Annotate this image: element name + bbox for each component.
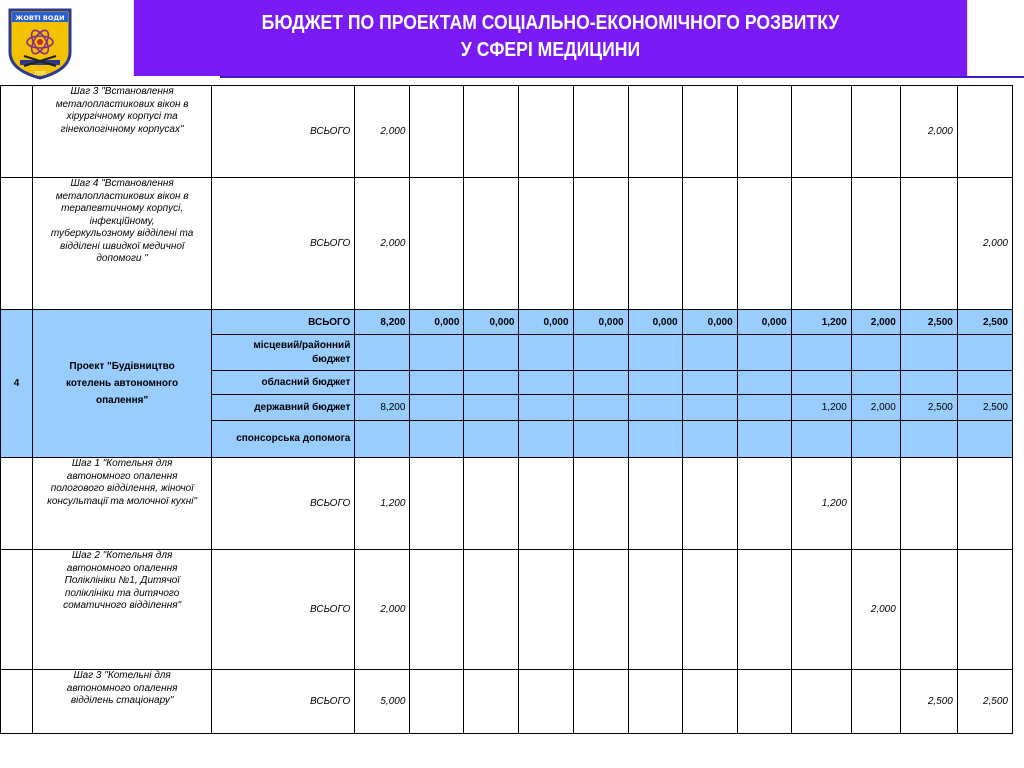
row-label: ВСЬОГО: [212, 310, 355, 335]
row-label: ВСЬОГО: [212, 86, 355, 178]
value-cell: [519, 550, 573, 670]
value-cell: [464, 458, 519, 550]
row-label: ВСЬОГО: [212, 178, 355, 310]
index-cell: [1, 86, 33, 178]
value-cell: [519, 86, 573, 178]
value-cell: [791, 670, 851, 734]
value-cell: [851, 670, 900, 734]
value-cell: [737, 458, 791, 550]
value-cell: [519, 178, 573, 310]
value-cell: [464, 86, 519, 178]
value-cell: [410, 670, 464, 734]
value-cell: 2,000: [355, 178, 410, 310]
value-cell: [628, 178, 682, 310]
value-cell: [464, 395, 519, 421]
value-cell: 1,200: [791, 458, 851, 550]
index-cell: [1, 178, 33, 310]
step-description: Шаг 2 "Котельня для автономного опалення Поліклініки №1, Дитячої поліклініки та дитячого соматичного відділення": [33, 550, 212, 670]
header-divider: [220, 76, 1024, 78]
step-description: Шаг 3 "Встановлення металопластикових вікон в хірургічному корпусі та гінекологічному корпусах": [33, 86, 212, 178]
row-label: державний бюджет: [212, 395, 355, 421]
value-cell: 8,200: [355, 310, 410, 335]
value-cell: [628, 458, 682, 550]
value-cell: 2,500: [957, 670, 1012, 734]
value-cell: [737, 86, 791, 178]
row-label: обласний бюджет: [212, 371, 355, 395]
value-cell: [519, 670, 573, 734]
table-row: [1, 550, 1013, 670]
city-coat-of-arms-logo: [6, 4, 74, 80]
value-cell: [410, 86, 464, 178]
title-line-2: У СФЕРІ МЕДИЦИНИ: [460, 39, 641, 61]
budget-table: [0, 85, 1013, 734]
value-cell: [573, 395, 628, 421]
value-cell: [900, 178, 957, 310]
value-cell: [628, 86, 682, 178]
svg-text:1895: 1895: [33, 71, 47, 77]
value-cell: [791, 550, 851, 670]
row-label: спонсорська допомога: [212, 421, 355, 458]
value-cell: 0,000: [737, 310, 791, 335]
value-cell: [519, 458, 573, 550]
value-cell: 2,000: [355, 86, 410, 178]
value-cell: 2,000: [355, 550, 410, 670]
value-cell: 2,500: [900, 670, 957, 734]
value-cell: [628, 550, 682, 670]
value-cell: [791, 178, 851, 310]
value-cell: 1,200: [791, 395, 851, 421]
value-cell: [900, 550, 957, 670]
value-cell: [957, 458, 1012, 550]
index-cell: [1, 670, 33, 734]
value-cell: [682, 178, 737, 310]
value-cell: 2,500: [900, 310, 957, 335]
value-cell: 0,000: [573, 310, 628, 335]
row-label: ВСЬОГО: [212, 458, 355, 550]
value-cell: [410, 395, 464, 421]
row-label: місцевий/районний бюджет: [212, 335, 355, 371]
value-cell: [737, 395, 791, 421]
value-cell: [737, 178, 791, 310]
value-cell: 2,500: [900, 395, 957, 421]
value-cell: [682, 395, 737, 421]
index-cell: [1, 458, 33, 550]
value-cell: [410, 458, 464, 550]
value-cell: 2,500: [957, 395, 1012, 421]
value-cell: [410, 178, 464, 310]
value-cell: [573, 178, 628, 310]
value-cell: [573, 86, 628, 178]
slide-header: [0, 0, 1024, 78]
project-name: Проект "Будівництво котелень автономного опалення": [33, 310, 212, 458]
step-description: Шаг 4 "Встановлення металопластикових вікон в терапевтичному корпусі, інфекційному, туберкульозному відділені та відділені швидкої медичної допомоги ": [33, 178, 212, 310]
slide-title: [134, 0, 967, 76]
value-cell: [900, 458, 957, 550]
value-cell: [628, 670, 682, 734]
value-cell: [464, 178, 519, 310]
table-row: [1, 458, 1013, 550]
value-cell: 1,200: [791, 310, 851, 335]
project-total-row: [1, 310, 1013, 335]
value-cell: 0,000: [682, 310, 737, 335]
value-cell: [851, 178, 900, 310]
value-cell: [410, 550, 464, 670]
value-cell: [464, 550, 519, 670]
row-label: ВСЬОГО: [212, 670, 355, 734]
step-description: Шаг 3 "Котельні для автономного опалення відділень стаціонару": [33, 670, 212, 734]
value-cell: 0,000: [464, 310, 519, 335]
value-cell: [682, 86, 737, 178]
value-cell: 2,000: [957, 178, 1012, 310]
value-cell: [682, 670, 737, 734]
value-cell: [573, 670, 628, 734]
svg-text:ЖОВТІ ВОДИ: ЖОВТІ ВОДИ: [15, 14, 65, 22]
value-cell: 2,000: [851, 310, 900, 335]
value-cell: [682, 458, 737, 550]
value-cell: 2,000: [851, 395, 900, 421]
value-cell: 0,000: [519, 310, 573, 335]
value-cell: [573, 550, 628, 670]
value-cell: 0,000: [628, 310, 682, 335]
value-cell: 2,500: [957, 310, 1012, 335]
value-cell: [519, 395, 573, 421]
value-cell: [791, 86, 851, 178]
value-cell: [957, 86, 1012, 178]
value-cell: 2,000: [851, 550, 900, 670]
value-cell: 0,000: [410, 310, 464, 335]
title-line-1: БЮДЖЕТ ПО ПРОЕКТАМ СОЦІАЛЬНО-ЕКОНОМІЧНОГО РОЗВИТКУ: [261, 12, 840, 34]
table-row: [1, 178, 1013, 310]
value-cell: 2,000: [900, 86, 957, 178]
index-cell: [1, 550, 33, 670]
table-row: [1, 86, 1013, 178]
row-label: ВСЬОГО: [212, 550, 355, 670]
value-cell: [464, 670, 519, 734]
value-cell: [682, 550, 737, 670]
value-cell: 5,000: [355, 670, 410, 734]
value-cell: [737, 670, 791, 734]
value-cell: [957, 550, 1012, 670]
value-cell: 1,200: [355, 458, 410, 550]
value-cell: [851, 458, 900, 550]
value-cell: [573, 458, 628, 550]
value-cell: [737, 550, 791, 670]
step-description: Шаг 1 "Котельня для автономного опалення пологового відділення, жіночої консультації та молочної кухні": [33, 458, 212, 550]
value-cell: [851, 86, 900, 178]
table-row: [1, 670, 1013, 734]
value-cell: 8,200: [355, 395, 410, 421]
project-index: 4: [1, 310, 33, 458]
value-cell: [628, 395, 682, 421]
